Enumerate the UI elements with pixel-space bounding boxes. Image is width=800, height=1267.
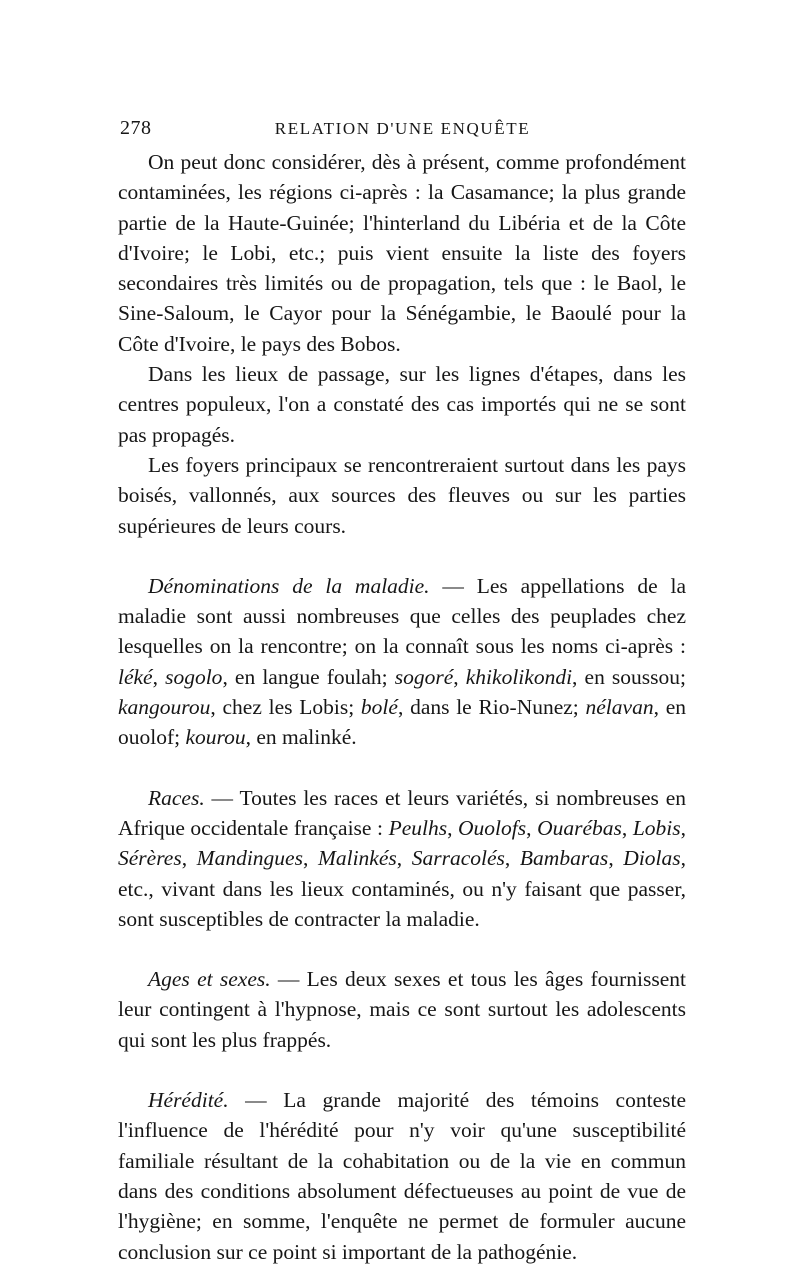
race-name: Ouarébas: [537, 815, 622, 840]
section-denominations: [118, 571, 686, 753]
text-run: ,: [152, 664, 166, 689]
text-run: ,: [680, 815, 686, 840]
race-name: Sérères: [118, 846, 182, 871]
paragraph-transit-places: Dans les lieux de passage, sur les lignes d'étapes, dans les centres populeux, l'on a constaté des cas importés qui ne se sont pas propagés.: [118, 362, 686, 447]
race-name: Bambaras: [519, 846, 609, 871]
text-run: — La grande majorité des témoins conteste l'influence de l'hérédité pour n'y voir qu'une susceptibilité familiale résultant de la cohabitation ou de la vie en commun dans des conditions absolument défectueuses au point de vue de l'hygiène; en somme, l'enquête ne permet de formuler aucune conclusion sur ce point si important de la pathogénie.: [118, 1088, 686, 1264]
text-run: — Les appellations de la maladie sont aussi nombreuses que celles des peuplades chez lesquelles on la rencontre; on la connaît sous les noms ci-après :: [118, 573, 686, 659]
race-name: Peulhs: [388, 815, 448, 840]
section-ages-sexes: [118, 964, 686, 1055]
body-text: [118, 147, 686, 1267]
race-name: Mandingues: [196, 846, 303, 871]
text-run: ,: [526, 815, 538, 840]
section-heading-races: Races.: [148, 785, 205, 810]
page-header: [120, 117, 685, 145]
paragraph-contaminated-regions: On peut donc considérer, dès à présent, comme profondément contaminées, les régions ci-après : la Casamance; la plus grande partie de la Haute-Guinée; l'hinterland du Libéria et de la Côte d'Ivoire; le Lobi, etc.; puis vient ensuite la liste des foyers secondaires très limités ou de propagation, tels que : le Baol, le Sine-Saloum, le Cayor pour la Sénégambie, le Baoulé pour la Côte d'Ivoire, le pays des Bobos.: [118, 150, 686, 356]
disease-name: khikolikondi: [465, 664, 573, 689]
text-run: , en malinké.: [245, 725, 357, 750]
disease-name: kangourou: [118, 695, 211, 720]
text-run: ,: [181, 846, 197, 871]
page-number: 278: [120, 117, 152, 139]
text-run: ,: [396, 846, 412, 871]
disease-name: nélavan: [585, 695, 654, 720]
text-run: , en langue foulah;: [222, 664, 395, 689]
text-run: ,: [447, 815, 459, 840]
disease-name: sogolo: [165, 664, 223, 689]
section-races: [118, 783, 686, 934]
race-name: Diolas: [623, 846, 681, 871]
text-run: ,: [504, 846, 520, 871]
disease-name: sogoré: [394, 664, 454, 689]
text-run: , etc., vivant dans les lieux contaminés, ou n'y faisant que passer, sont susceptibles de contracter la maladie.: [118, 846, 687, 931]
text-run: , en soussou;: [572, 664, 686, 689]
section-heading-denominations: Dénominations de la maladie.: [148, 573, 430, 598]
text-run: ,: [621, 815, 633, 840]
text-run: ,: [302, 846, 318, 871]
section-heading-heredite: Hérédité.: [148, 1088, 229, 1113]
text-run: , en ouolof;: [118, 695, 686, 750]
running-title: RELATION D'UNE ENQUÊTE: [274, 119, 531, 138]
disease-name: bolé: [360, 695, 398, 720]
text-run: ,: [453, 664, 466, 689]
text-run: , chez les Lobis;: [210, 695, 361, 720]
section-heredite: [118, 1085, 686, 1267]
text-run: — Les deux sexes et tous les âges fournissent leur contingent à l'hypnose, mais ce sont surtout les adolescents qui sont les plus frappés.: [118, 967, 687, 1052]
disease-name: kourou: [185, 725, 246, 750]
text-run: , dans le Rio-Nunez;: [397, 695, 586, 720]
paragraph-main-foci: Les foyers principaux se rencontreraient surtout dans les pays boisés, vallonnés, aux sources des fleuves ou sur les parties supérieures de leurs cours.: [118, 452, 686, 538]
disease-name: léké: [118, 664, 153, 689]
race-name: Sarracolés: [411, 846, 505, 871]
text-run: ,: [608, 846, 624, 871]
text-run: — Toutes les races et leurs variétés, si nombreuses en Afrique occidentale française :: [118, 785, 686, 840]
race-name: Ouolofs: [458, 815, 527, 840]
race-name: Lobis: [632, 815, 681, 840]
section-heading-ages-sexes: Ages et sexes.: [148, 967, 271, 992]
race-name: Malinkés: [317, 846, 397, 871]
